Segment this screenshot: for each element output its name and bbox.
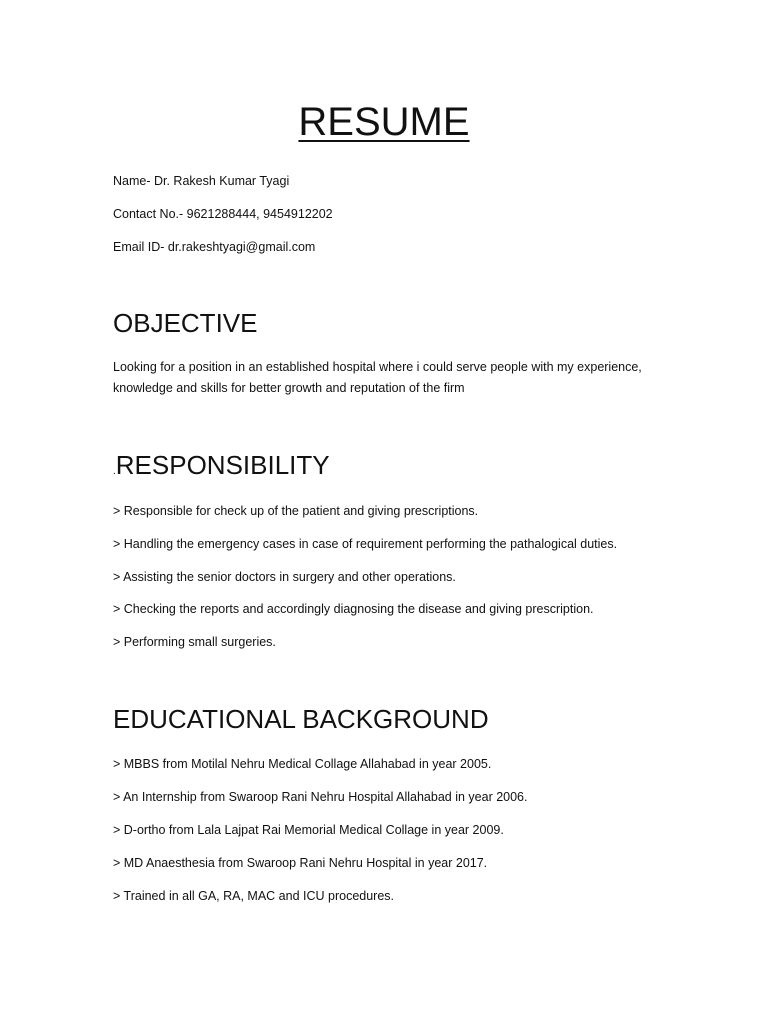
responsibility-item: > Responsible for check up of the patient and giving prescriptions. xyxy=(113,504,479,518)
education-item: > Trained in all GA, RA, MAC and ICU procedures. xyxy=(113,889,395,903)
education-item: > MD Anaesthesia from Swaroop Rani Nehru Hospital in year 2017. xyxy=(113,856,488,870)
resume-title xyxy=(0,96,768,148)
responsibility-item: > Checking the reports and accordingly diagnosing the disease and giving prescription. xyxy=(113,602,594,616)
education-item: > D-ortho from Lala Lajpat Rai Memorial Medical Collage in year 2009. xyxy=(113,823,504,837)
contact-phone: Contact No.- 9621288444, 9454912202 xyxy=(113,207,333,221)
education-item: > MBBS from Motilal Nehru Medical Collage Allahabad in year 2005. xyxy=(113,757,492,771)
objective-text: Looking for a position in an established hospital where i could serve people with my experience, knowledge and skills for better growth and reputation of the firm xyxy=(113,360,642,395)
resume-title-text: RESUME xyxy=(298,100,470,144)
objective-heading: OBJECTIVE xyxy=(113,308,258,338)
responsibility-heading-prefix: . xyxy=(113,466,116,477)
responsibility-item: > Handling the emergency cases in case of requirement performing the pathalogical duties. xyxy=(113,537,618,551)
contact-email: Email ID- dr.rakeshtyagi@gmail.com xyxy=(113,240,316,254)
responsibility-heading-text: RESPONSIBILITY xyxy=(115,450,330,480)
contact-name: Name- Dr. Rakesh Kumar Tyagi xyxy=(113,174,290,188)
education-item: > An Internship from Swaroop Rani Nehru Hospital Allahabad in year 2006. xyxy=(113,790,528,804)
education-heading: EDUCATIONAL BACKGROUND xyxy=(113,704,489,734)
responsibility-item: > Performing small surgeries. xyxy=(113,635,276,649)
responsibility-heading xyxy=(113,448,330,489)
responsibility-item: > Assisting the senior doctors in surgery and other operations. xyxy=(113,570,456,584)
